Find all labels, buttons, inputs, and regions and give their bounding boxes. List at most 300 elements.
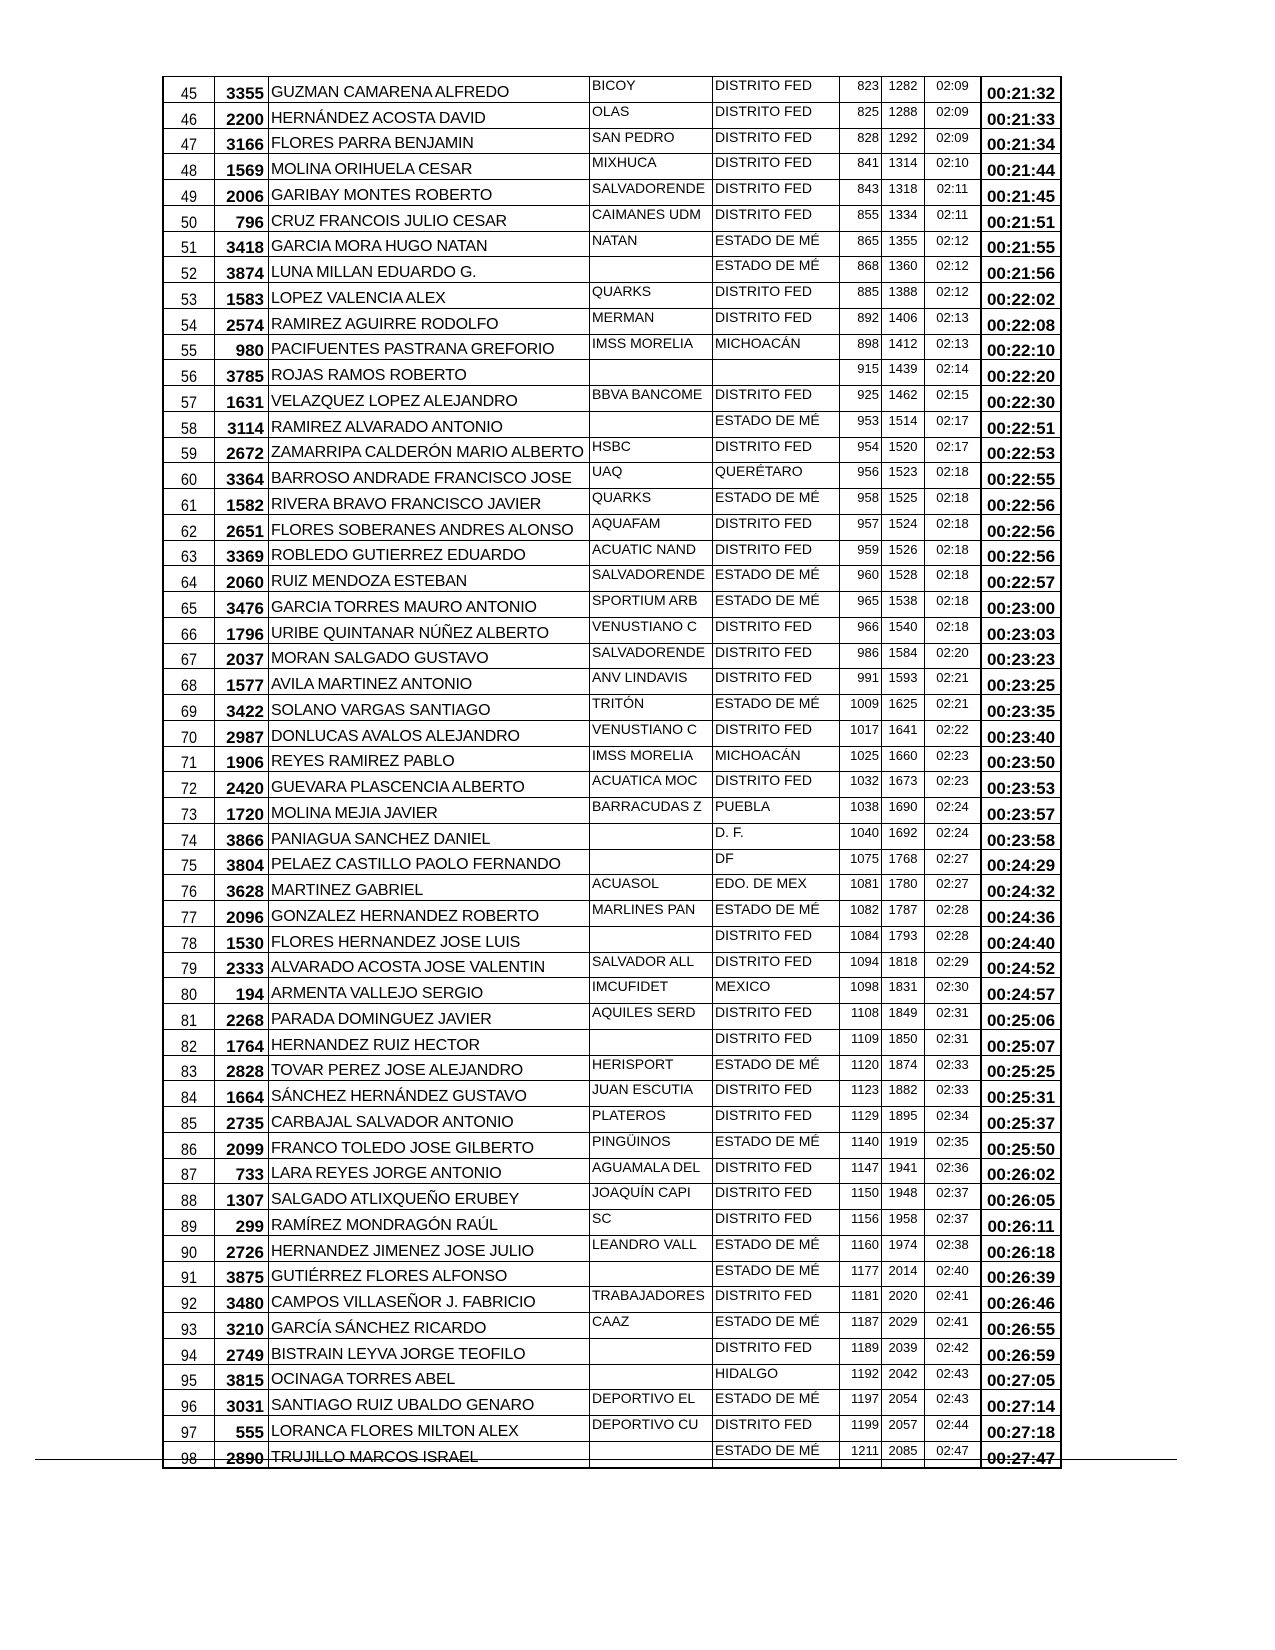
- overall-place-cell: 1882: [882, 1081, 925, 1107]
- swimmer-name-cell: SANTIAGO RUIZ UBALDO GENARO: [269, 1390, 590, 1416]
- club-cell: ACUATIC NAND: [590, 540, 713, 566]
- overall-place-cell: 1412: [882, 334, 925, 360]
- overall-place-cell: 1538: [882, 592, 925, 618]
- table-row: [163, 489, 1061, 515]
- table-row: [163, 926, 1061, 952]
- finish-time-cell: 00:23:25: [981, 669, 1061, 695]
- state-cell: DISTRITO FED: [713, 643, 840, 669]
- pace-cell: 02:47: [925, 1441, 982, 1467]
- club-cell: MIXHUCA: [590, 154, 713, 180]
- finish-time-cell: 00:22:20: [981, 360, 1061, 386]
- position-cell: 49: [167, 180, 211, 206]
- pace-cell: 02:09: [925, 102, 982, 128]
- state-cell: DISTRITO FED: [713, 926, 840, 952]
- state-cell: DISTRITO FED: [713, 386, 840, 412]
- swimmer-name-cell: DONLUCAS AVALOS ALEJANDRO: [269, 720, 590, 746]
- bib-number-cell: 3210: [215, 1313, 269, 1339]
- bib-number-cell: 3166: [215, 128, 269, 154]
- position-cell: 83: [167, 1055, 211, 1081]
- state-cell: [713, 360, 840, 386]
- state-cell: DF: [713, 849, 840, 875]
- bib-number-cell: 3874: [215, 257, 269, 283]
- swimmer-name-cell: OCINAGA TORRES ABEL: [269, 1364, 590, 1390]
- position-cell: 92: [167, 1287, 211, 1313]
- swimmer-name-cell: FLORES SOBERANES ANDRES ALONSO: [269, 514, 590, 540]
- state-cell: DISTRITO FED: [713, 154, 840, 180]
- table-row: [163, 901, 1061, 927]
- swimmer-name-cell: LORANCA FLORES MILTON ALEX: [269, 1416, 590, 1442]
- position-cell: 51: [167, 231, 211, 257]
- table-row: [163, 1235, 1061, 1261]
- position-cell: 48: [167, 154, 211, 180]
- club-cell: [590, 849, 713, 875]
- table-row: [163, 978, 1061, 1004]
- bib-number-cell: 555: [215, 1416, 269, 1442]
- swimmer-name-cell: BISTRAIN LEYVA JORGE TEOFILO: [269, 1338, 590, 1364]
- overall-place-cell: 1439: [882, 360, 925, 386]
- club-cell: [590, 1029, 713, 1055]
- overall-place-cell: 2039: [882, 1338, 925, 1364]
- state-cell: DISTRITO FED: [713, 437, 840, 463]
- bib-number-cell: 299: [215, 1210, 269, 1236]
- finish-time-cell: 00:22:02: [981, 283, 1061, 309]
- club-cell: VENUSTIANO C: [590, 617, 713, 643]
- overall-place-cell: 1584: [882, 643, 925, 669]
- swimmer-name-cell: REYES RAMIREZ PABLO: [269, 746, 590, 772]
- pace-cell: 02:42: [925, 1338, 982, 1364]
- state-cell: DISTRITO FED: [713, 540, 840, 566]
- pace-cell: 02:14: [925, 360, 982, 386]
- category-place-cell: 1094: [840, 952, 882, 978]
- swimmer-name-cell: LARA REYES JORGE ANTONIO: [269, 1158, 590, 1184]
- position-cell: 76: [167, 875, 211, 901]
- category-place-cell: 925: [840, 386, 882, 412]
- swimmer-name-cell: HERNÁNDEZ ACOSTA DAVID: [269, 102, 590, 128]
- state-cell: ESTADO DE MÉ: [713, 1313, 840, 1339]
- overall-place-cell: 1787: [882, 901, 925, 927]
- bib-number-cell: 3114: [215, 411, 269, 437]
- club-cell: JOAQUÍN CAPI: [590, 1184, 713, 1210]
- finish-time-cell: 00:23:40: [981, 720, 1061, 746]
- bib-number-cell: 2060: [215, 566, 269, 592]
- pace-cell: 02:11: [925, 205, 982, 231]
- pace-cell: 02:18: [925, 463, 982, 489]
- table-row: [163, 360, 1061, 386]
- bib-number-cell: 1307: [215, 1184, 269, 1210]
- category-place-cell: 1192: [840, 1364, 882, 1390]
- state-cell: DISTRITO FED: [713, 180, 840, 206]
- club-cell: AQUAFAM: [590, 514, 713, 540]
- overall-place-cell: 1292: [882, 128, 925, 154]
- finish-time-cell: 00:27:18: [981, 1416, 1061, 1442]
- table-row: [163, 1132, 1061, 1158]
- club-cell: [590, 1364, 713, 1390]
- overall-place-cell: 1318: [882, 180, 925, 206]
- table-row: [163, 128, 1061, 154]
- club-cell: MARLINES PAN: [590, 901, 713, 927]
- category-place-cell: 915: [840, 360, 882, 386]
- position-cell: 61: [167, 489, 211, 515]
- position-cell: 53: [167, 283, 211, 309]
- state-cell: ESTADO DE MÉ: [713, 1235, 840, 1261]
- position-cell: 98: [167, 1441, 211, 1467]
- pace-cell: 02:28: [925, 901, 982, 927]
- table-row: [163, 257, 1061, 283]
- position-cell: 94: [167, 1338, 211, 1364]
- pace-cell: 02:27: [925, 875, 982, 901]
- club-cell: [590, 1261, 713, 1287]
- overall-place-cell: 1690: [882, 798, 925, 824]
- table-row: [163, 643, 1061, 669]
- category-place-cell: 1181: [840, 1287, 882, 1313]
- bib-number-cell: 3476: [215, 592, 269, 618]
- pace-cell: 02:17: [925, 437, 982, 463]
- state-cell: DISTRITO FED: [713, 772, 840, 798]
- state-cell: DISTRITO FED: [713, 1004, 840, 1030]
- table-row: [163, 154, 1061, 180]
- position-cell: 46: [167, 102, 211, 128]
- category-place-cell: 828: [840, 128, 882, 154]
- overall-place-cell: 2029: [882, 1313, 925, 1339]
- overall-place-cell: 1793: [882, 926, 925, 952]
- club-cell: SALVADORENDE: [590, 566, 713, 592]
- swimmer-name-cell: GARCIA MORA HUGO NATAN: [269, 231, 590, 257]
- club-cell: SALVADORENDE: [590, 180, 713, 206]
- category-place-cell: 1108: [840, 1004, 882, 1030]
- club-cell: SPORTIUM ARB: [590, 592, 713, 618]
- overall-place-cell: 1849: [882, 1004, 925, 1030]
- category-place-cell: 1160: [840, 1235, 882, 1261]
- pace-cell: 02:17: [925, 411, 982, 437]
- category-place-cell: 954: [840, 437, 882, 463]
- category-place-cell: 898: [840, 334, 882, 360]
- table-row: [163, 798, 1061, 824]
- category-place-cell: 885: [840, 283, 882, 309]
- club-cell: [590, 926, 713, 952]
- position-cell: 56: [167, 360, 211, 386]
- table-row: [163, 1441, 1061, 1467]
- category-place-cell: 956: [840, 463, 882, 489]
- overall-place-cell: 1974: [882, 1235, 925, 1261]
- swimmer-name-cell: GARCIA TORRES MAURO ANTONIO: [269, 592, 590, 618]
- overall-place-cell: 1334: [882, 205, 925, 231]
- pace-cell: 02:33: [925, 1055, 982, 1081]
- bib-number-cell: 3628: [215, 875, 269, 901]
- position-cell: 81: [167, 1004, 211, 1030]
- swimmer-name-cell: FLORES HERNANDEZ JOSE LUIS: [269, 926, 590, 952]
- swimmer-name-cell: GUEVARA PLASCENCIA ALBERTO: [269, 772, 590, 798]
- overall-place-cell: 1526: [882, 540, 925, 566]
- state-cell: ESTADO DE MÉ: [713, 411, 840, 437]
- state-cell: DISTRITO FED: [713, 283, 840, 309]
- state-cell: ESTADO DE MÉ: [713, 257, 840, 283]
- position-cell: 72: [167, 772, 211, 798]
- position-cell: 87: [167, 1158, 211, 1184]
- table-row: [163, 1081, 1061, 1107]
- table-row: [163, 77, 1061, 103]
- swimmer-name-cell: LUNA MILLAN EDUARDO G.: [269, 257, 590, 283]
- overall-place-cell: 1520: [882, 437, 925, 463]
- finish-time-cell: 00:26:05: [981, 1184, 1061, 1210]
- bib-number-cell: 1569: [215, 154, 269, 180]
- finish-time-cell: 00:27:14: [981, 1390, 1061, 1416]
- table-row: [163, 1107, 1061, 1133]
- bib-number-cell: 3804: [215, 849, 269, 875]
- category-place-cell: 1009: [840, 695, 882, 721]
- position-cell: 73: [167, 798, 211, 824]
- category-place-cell: 1040: [840, 823, 882, 849]
- swimmer-name-cell: CAMPOS VILLASEÑOR J. FABRICIO: [269, 1287, 590, 1313]
- club-cell: BBVA BANCOME: [590, 386, 713, 412]
- position-cell: 50: [167, 205, 211, 231]
- finish-time-cell: 00:25:06: [981, 1004, 1061, 1030]
- overall-place-cell: 1523: [882, 463, 925, 489]
- category-place-cell: 959: [840, 540, 882, 566]
- table-row: [163, 1004, 1061, 1030]
- bib-number-cell: 3785: [215, 360, 269, 386]
- category-place-cell: 957: [840, 514, 882, 540]
- pace-cell: 02:15: [925, 386, 982, 412]
- bib-number-cell: 1530: [215, 926, 269, 952]
- finish-time-cell: 00:22:30: [981, 386, 1061, 412]
- finish-time-cell: 00:23:58: [981, 823, 1061, 849]
- bib-number-cell: 2726: [215, 1235, 269, 1261]
- finish-time-cell: 00:26:59: [981, 1338, 1061, 1364]
- pace-cell: 02:18: [925, 514, 982, 540]
- state-cell: DISTRITO FED: [713, 1107, 840, 1133]
- results-table: [162, 76, 1062, 1469]
- table-row: [163, 463, 1061, 489]
- club-cell: JUAN ESCUTIA: [590, 1081, 713, 1107]
- swimmer-name-cell: ROJAS RAMOS ROBERTO: [269, 360, 590, 386]
- pace-cell: 02:13: [925, 308, 982, 334]
- club-cell: SAN PEDRO: [590, 128, 713, 154]
- bib-number-cell: 2735: [215, 1107, 269, 1133]
- position-cell: 60: [167, 463, 211, 489]
- table-row: [163, 514, 1061, 540]
- club-cell: LEANDRO VALL: [590, 1235, 713, 1261]
- club-cell: IMSS MORELIA: [590, 746, 713, 772]
- state-cell: DISTRITO FED: [713, 1338, 840, 1364]
- table-row: [163, 283, 1061, 309]
- club-cell: AGUAMALA DEL: [590, 1158, 713, 1184]
- bib-number-cell: 3815: [215, 1364, 269, 1390]
- state-cell: DISTRITO FED: [713, 205, 840, 231]
- swimmer-name-cell: PARADA DOMINGUEZ JAVIER: [269, 1004, 590, 1030]
- swimmer-name-cell: SÁNCHEZ HERNÁNDEZ GUSTAVO: [269, 1081, 590, 1107]
- club-cell: OLAS: [590, 102, 713, 128]
- position-cell: 86: [167, 1132, 211, 1158]
- state-cell: ESTADO DE MÉ: [713, 566, 840, 592]
- bib-number-cell: 1582: [215, 489, 269, 515]
- pace-cell: 02:12: [925, 257, 982, 283]
- bib-number-cell: 3031: [215, 1390, 269, 1416]
- category-place-cell: 868: [840, 257, 882, 283]
- table-row: [163, 617, 1061, 643]
- pace-cell: 02:10: [925, 154, 982, 180]
- position-cell: 96: [167, 1390, 211, 1416]
- footer-rule: [35, 1459, 1177, 1460]
- finish-time-cell: 00:21:33: [981, 102, 1061, 128]
- pace-cell: 02:31: [925, 1004, 982, 1030]
- category-place-cell: 825: [840, 102, 882, 128]
- club-cell: [590, 1338, 713, 1364]
- state-cell: ESTADO DE MÉ: [713, 1390, 840, 1416]
- pace-cell: 02:37: [925, 1210, 982, 1236]
- club-cell: SALVADOR ALL: [590, 952, 713, 978]
- state-cell: MICHOACÁN: [713, 746, 840, 772]
- finish-time-cell: 00:21:34: [981, 128, 1061, 154]
- swimmer-name-cell: ALVARADO ACOSTA JOSE VALENTIN: [269, 952, 590, 978]
- club-cell: [590, 1441, 713, 1467]
- bib-number-cell: 1664: [215, 1081, 269, 1107]
- category-place-cell: 843: [840, 180, 882, 206]
- category-place-cell: 1156: [840, 1210, 882, 1236]
- club-cell: [590, 823, 713, 849]
- category-place-cell: 1177: [840, 1261, 882, 1287]
- club-cell: QUARKS: [590, 283, 713, 309]
- overall-place-cell: 1919: [882, 1132, 925, 1158]
- club-cell: ANV LINDAVIS: [590, 669, 713, 695]
- bib-number-cell: 1720: [215, 798, 269, 824]
- overall-place-cell: 1593: [882, 669, 925, 695]
- category-place-cell: 1081: [840, 875, 882, 901]
- finish-time-cell: 00:23:23: [981, 643, 1061, 669]
- position-cell: 57: [167, 386, 211, 412]
- bib-number-cell: 3355: [215, 77, 269, 103]
- state-cell: ESTADO DE MÉ: [713, 1261, 840, 1287]
- finish-time-cell: 00:27:47: [981, 1441, 1061, 1467]
- pace-cell: 02:36: [925, 1158, 982, 1184]
- finish-time-cell: 00:27:05: [981, 1364, 1061, 1390]
- bib-number-cell: 1631: [215, 386, 269, 412]
- position-cell: 63: [167, 540, 211, 566]
- pace-cell: 02:35: [925, 1132, 982, 1158]
- finish-time-cell: 00:21:55: [981, 231, 1061, 257]
- position-cell: 74: [167, 823, 211, 849]
- category-place-cell: 1123: [840, 1081, 882, 1107]
- swimmer-name-cell: PACIFUENTES PASTRANA GREFORIO: [269, 334, 590, 360]
- position-cell: 67: [167, 643, 211, 669]
- bib-number-cell: 2420: [215, 772, 269, 798]
- category-place-cell: 1098: [840, 978, 882, 1004]
- bib-number-cell: 194: [215, 978, 269, 1004]
- swimmer-name-cell: MOLINA ORIHUELA CESAR: [269, 154, 590, 180]
- swimmer-name-cell: VELAZQUEZ LOPEZ ALEJANDRO: [269, 386, 590, 412]
- bib-number-cell: 2749: [215, 1338, 269, 1364]
- finish-time-cell: 00:26:39: [981, 1261, 1061, 1287]
- overall-place-cell: 1641: [882, 720, 925, 746]
- overall-place-cell: 2014: [882, 1261, 925, 1287]
- swimmer-name-cell: FLORES PARRA BENJAMIN: [269, 128, 590, 154]
- swimmer-name-cell: GARIBAY MONTES ROBERTO: [269, 180, 590, 206]
- category-place-cell: 1197: [840, 1390, 882, 1416]
- finish-time-cell: 00:25:31: [981, 1081, 1061, 1107]
- club-cell: BICOY: [590, 77, 713, 103]
- swimmer-name-cell: GUZMAN CAMARENA ALFREDO: [269, 77, 590, 103]
- finish-time-cell: 00:24:36: [981, 901, 1061, 927]
- category-place-cell: 1211: [840, 1441, 882, 1467]
- swimmer-name-cell: FRANCO TOLEDO JOSE GILBERTO: [269, 1132, 590, 1158]
- swimmer-name-cell: MARTINEZ GABRIEL: [269, 875, 590, 901]
- category-place-cell: 958: [840, 489, 882, 515]
- finish-time-cell: 00:22:08: [981, 308, 1061, 334]
- category-place-cell: 1189: [840, 1338, 882, 1364]
- bib-number-cell: 796: [215, 205, 269, 231]
- swimmer-name-cell: PANIAGUA SANCHEZ DANIEL: [269, 823, 590, 849]
- bib-number-cell: 733: [215, 1158, 269, 1184]
- club-cell: HSBC: [590, 437, 713, 463]
- swimmer-name-cell: MORAN SALGADO GUSTAVO: [269, 643, 590, 669]
- bib-number-cell: 1796: [215, 617, 269, 643]
- pace-cell: 02:18: [925, 566, 982, 592]
- finish-time-cell: 00:25:25: [981, 1055, 1061, 1081]
- category-place-cell: 1140: [840, 1132, 882, 1158]
- state-cell: DISTRITO FED: [713, 308, 840, 334]
- state-cell: ESTADO DE MÉ: [713, 489, 840, 515]
- club-cell: PINGÜINOS: [590, 1132, 713, 1158]
- finish-time-cell: 00:22:57: [981, 566, 1061, 592]
- finish-time-cell: 00:22:56: [981, 489, 1061, 515]
- category-place-cell: 892: [840, 308, 882, 334]
- table-row: [163, 1029, 1061, 1055]
- category-place-cell: 953: [840, 411, 882, 437]
- finish-time-cell: 00:22:53: [981, 437, 1061, 463]
- finish-time-cell: 00:23:35: [981, 695, 1061, 721]
- table-row: [163, 695, 1061, 721]
- finish-time-cell: 00:23:53: [981, 772, 1061, 798]
- swimmer-name-cell: HERNANDEZ RUIZ HECTOR: [269, 1029, 590, 1055]
- swimmer-name-cell: URIBE QUINTANAR NÚÑEZ ALBERTO: [269, 617, 590, 643]
- finish-time-cell: 00:26:46: [981, 1287, 1061, 1313]
- overall-place-cell: 1388: [882, 283, 925, 309]
- finish-time-cell: 00:22:55: [981, 463, 1061, 489]
- state-cell: DISTRITO FED: [713, 669, 840, 695]
- overall-place-cell: 2057: [882, 1416, 925, 1442]
- finish-time-cell: 00:24:40: [981, 926, 1061, 952]
- position-cell: 58: [167, 411, 211, 437]
- pace-cell: 02:21: [925, 669, 982, 695]
- bib-number-cell: 2890: [215, 1441, 269, 1467]
- position-cell: 71: [167, 746, 211, 772]
- table-row: [163, 1184, 1061, 1210]
- category-place-cell: 1017: [840, 720, 882, 746]
- position-cell: 85: [167, 1107, 211, 1133]
- bib-number-cell: 2200: [215, 102, 269, 128]
- table-row: [163, 205, 1061, 231]
- state-cell: DISTRITO FED: [713, 77, 840, 103]
- club-cell: HERISPORT: [590, 1055, 713, 1081]
- category-place-cell: 1075: [840, 849, 882, 875]
- swimmer-name-cell: RAMIREZ ALVARADO ANTONIO: [269, 411, 590, 437]
- position-cell: 55: [167, 334, 211, 360]
- bib-number-cell: 3369: [215, 540, 269, 566]
- pace-cell: 02:37: [925, 1184, 982, 1210]
- swimmer-name-cell: GONZALEZ HERNANDEZ ROBERTO: [269, 901, 590, 927]
- state-cell: EDO. DE MEX: [713, 875, 840, 901]
- state-cell: DISTRITO FED: [713, 102, 840, 128]
- table-row: [163, 1261, 1061, 1287]
- overall-place-cell: 1818: [882, 952, 925, 978]
- overall-place-cell: 1528: [882, 566, 925, 592]
- finish-time-cell: 00:24:52: [981, 952, 1061, 978]
- bib-number-cell: 2828: [215, 1055, 269, 1081]
- overall-place-cell: 2054: [882, 1390, 925, 1416]
- state-cell: ESTADO DE MÉ: [713, 1441, 840, 1467]
- category-place-cell: 1038: [840, 798, 882, 824]
- position-cell: 59: [167, 437, 211, 463]
- overall-place-cell: 1874: [882, 1055, 925, 1081]
